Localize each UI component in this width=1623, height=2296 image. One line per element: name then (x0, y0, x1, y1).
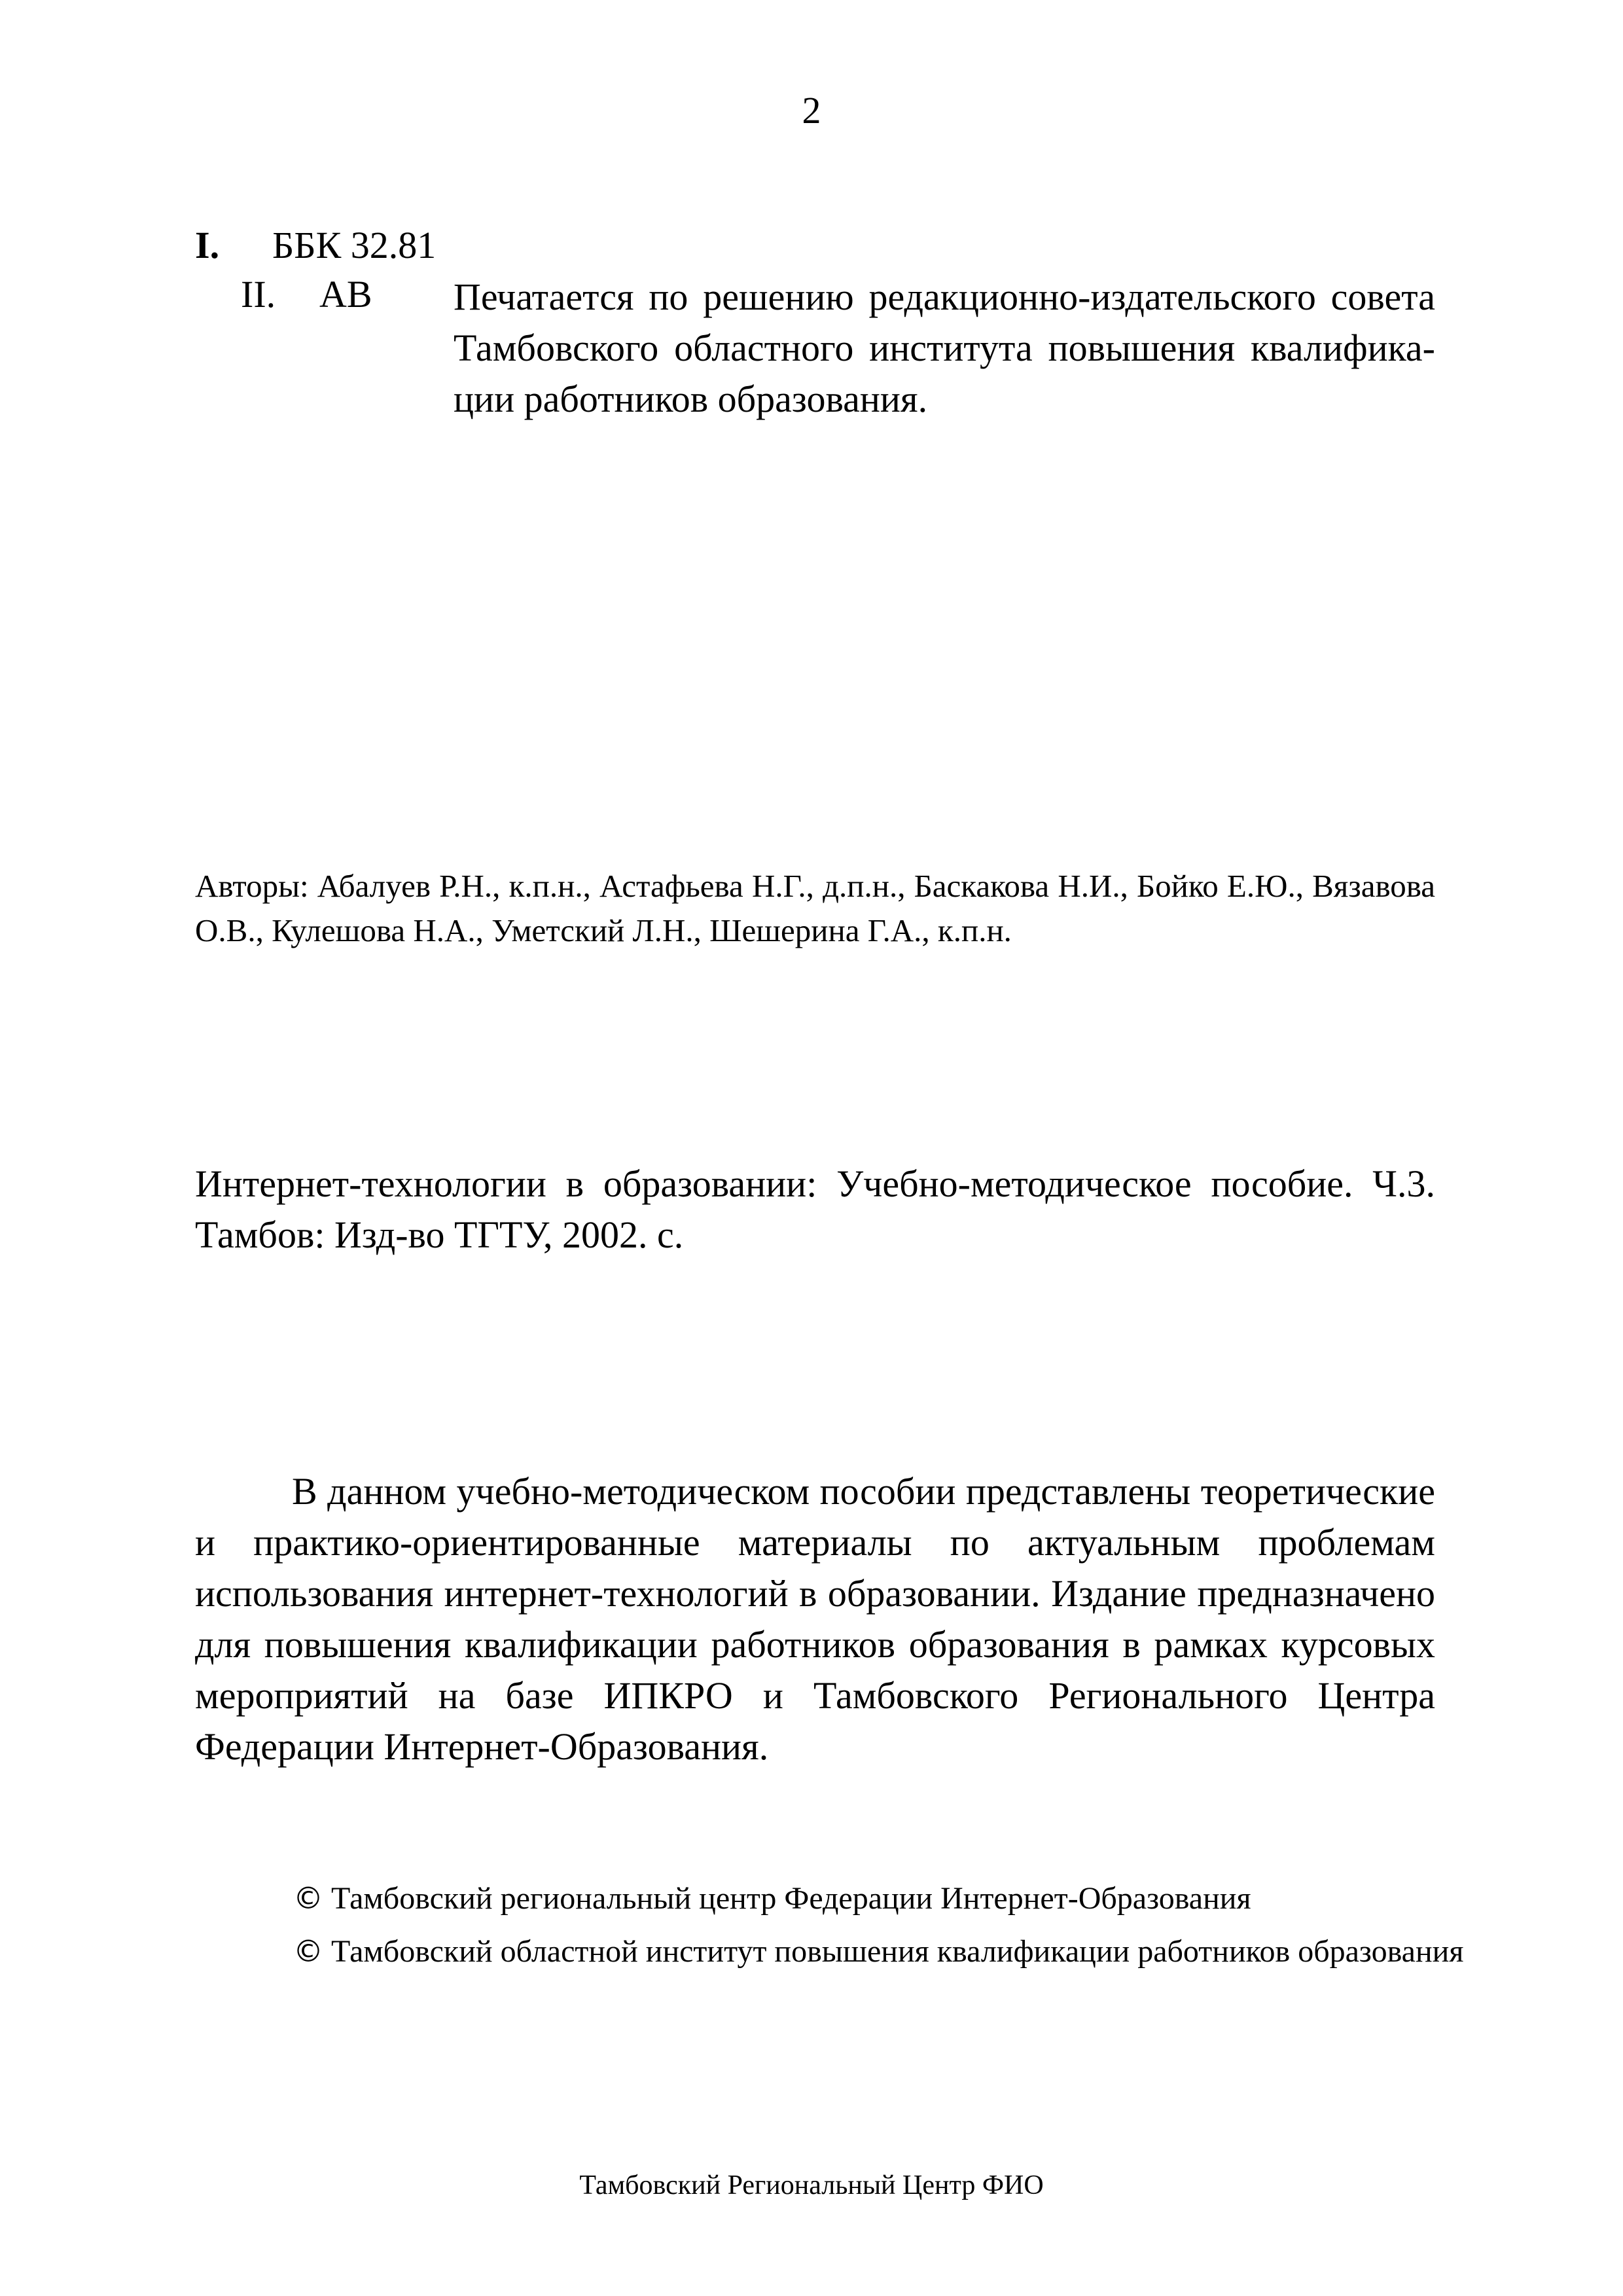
citation-title-line: Интернет-технологии в образовании: Учебно-методическое пособие. Ч.3. (195, 1162, 1435, 1205)
copyright-holder: Тамбовский областной институт повышения квалификации работников образования (331, 1934, 1464, 1969)
roman-numeral-one: I. (195, 224, 220, 266)
page-footer: Тамбовский Региональный Центр ФИО (579, 2170, 1044, 2200)
author-mark-code: АВ (319, 273, 372, 315)
copyright-line (293, 1925, 1463, 1978)
page-number: 2 (802, 89, 821, 132)
copyright-icon: © (293, 1933, 323, 1969)
roman-numeral-two: II. (241, 273, 276, 315)
bbk-line (195, 223, 436, 268)
publication-approval-note: Печатается по решению редакционно-издательского совета Тамбовского областного института повышения квалификации работников образования. (454, 276, 1435, 420)
copyright-line (293, 1872, 1463, 1925)
citation-publisher-line: Тамбов: Изд-во ТГТУ, 2002. с. (195, 1213, 684, 1256)
authors-list: Авторы: Абалуев Р.Н., к.п.н., Астафьева Н.Г., д.п.н., Баскакова Н.И., Бойко Е.Ю., Вязавова О.В., Кулешова Н.А., Уметский Л.Н., Шешерина Г.А., к.п.н. (195, 868, 1435, 948)
abstract-paragraph: В данном учебно-методическом пособии представлены теоретические и практико-ориентированные материалы по актуальным проблемам использования интернет-технологий в образовании. Издание предназначено для повышения квалификации работников образования в рамках курсовых мероприятий на базе ИПКРО и Тамбовского Регионального Центра Федерации Интернет-Образования. (195, 1470, 1435, 1768)
bibliographic-citation (195, 1158, 1435, 1261)
copyright-icon: © (293, 1880, 323, 1916)
bbk-code: ББК 32.81 (272, 224, 437, 266)
copyright-holder: Тамбовский региональный центр Федерации Интернет-Образования (331, 1881, 1251, 1916)
copyright-block (293, 1872, 1463, 1978)
